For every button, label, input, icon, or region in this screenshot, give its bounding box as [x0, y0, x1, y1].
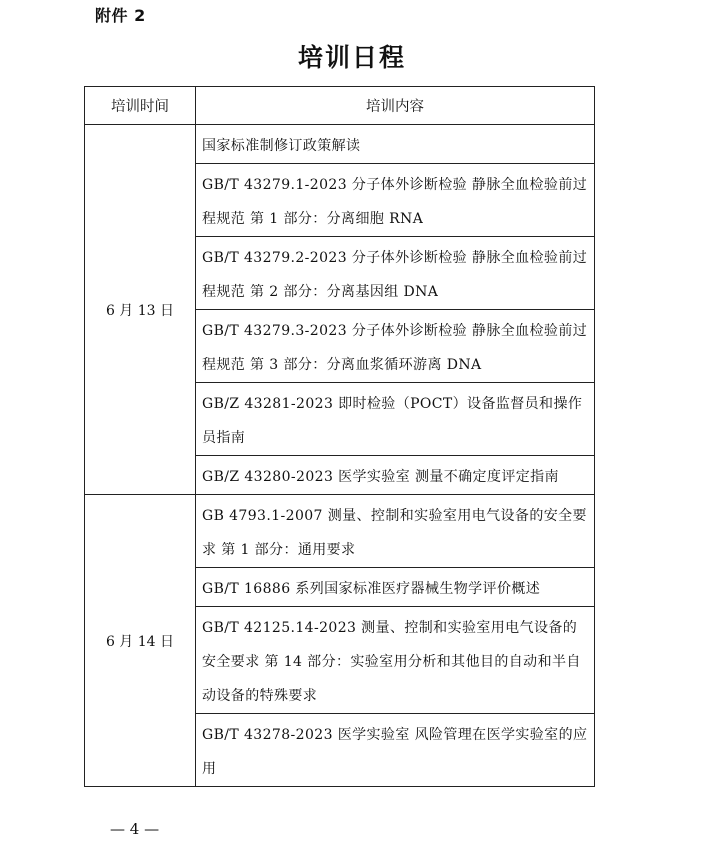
column-header-time: 培训时间 — [85, 87, 196, 125]
column-header-content: 培训内容 — [196, 87, 595, 125]
topic-cell: GB/T 43279.2-2023 分子体外诊断检验 静脉全血检验前过程规范 第 2 部分：分离基因组 DNA — [196, 237, 595, 310]
topic-cell: GB/T 43279.1-2023 分子体外诊断检验 静脉全血检验前过程规范 第 1 部分：分离细胞 RNA — [196, 164, 595, 237]
schedule-table — [84, 86, 595, 787]
topic-cell: GB/Z 43280-2023 医学实验室 测量不确定度评定指南 — [196, 456, 595, 495]
topic-cell: GB/T 43278-2023 医学实验室 风险管理在医学实验室的应用 — [196, 714, 595, 787]
page-title: 培训日程 — [297, 43, 406, 72]
topic-cell: 国家标准制修订政策解读 — [196, 125, 595, 164]
table-row — [85, 125, 595, 164]
attachment-label: 附件 2 — [95, 6, 146, 25]
topic-cell: GB/T 42125.14-2023 测量、控制和实验室用电气设备的安全要求 第 14 部分：实验室用分析和其他目的自动和半自动设备的特殊要求 — [196, 607, 595, 714]
topic-cell: GB/Z 43281-2023 即时检验（POCT）设备监督员和操作员指南 — [196, 383, 595, 456]
date-cell-june-14: 6 月 14 日 — [85, 495, 196, 787]
topic-cell: GB 4793.1-2007 测量、控制和实验室用电气设备的安全要求 第 1 部分：通用要求 — [196, 495, 595, 568]
date-cell-june-13: 6 月 13 日 — [85, 125, 196, 495]
page-number: — 4 — — [110, 820, 160, 838]
table-row — [85, 495, 595, 568]
table-header-row — [85, 87, 595, 125]
topic-cell: GB/T 43279.3-2023 分子体外诊断检验 静脉全血检验前过程规范 第 3 部分：分离血浆循环游离 DNA — [196, 310, 595, 383]
topic-cell: GB/T 16886 系列国家标准医疗器械生物学评价概述 — [196, 568, 595, 607]
